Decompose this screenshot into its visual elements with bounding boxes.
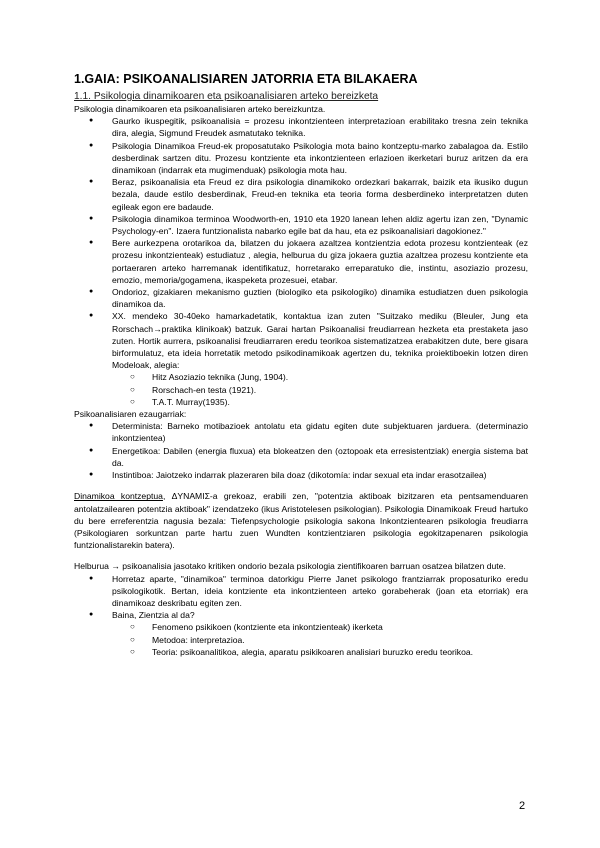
features-heading: Psikoanalisiaren ezaugarriak: [74, 409, 187, 420]
sublist-item: ○ Teoria: psikoanalitikoa, alegia, aparatu psikikoaren analisiari buruzko eredu teorikoa. [112, 646, 528, 658]
science-sublist [112, 621, 528, 658]
section-subtitle: 1.1. Psikologia dinamikoaren eta psikoanalisiaren arteko bereizketa [74, 91, 379, 102]
list-item: ● Ondorioz, gizakiaren mekanismo guztien (biologiko eta psikologiko) dinamika estudiatzen duen psikologia dinamikoa da. [74, 286, 528, 310]
list-item: ● Bere aurkezpena orotarikoa da, bilatzen du jokaera azaltzea kontzientzia edota prozesu kontzienteak (ez prozesu inkontzienteak) estudiatuz , alegia, helburua du giza jokaera guztia azaltzea prozesu kontziente eta portaeraren arteko harremanak identifikatuz, horretarako erreparatuko die, instintu, asoziazio prozesu, emozio, memoria/gogamena, ikaspeketa prozesuei, etabar. [74, 237, 528, 286]
sublist-item: ○ Hitz Asoziazio teknika (Jung, 1904). [112, 371, 528, 383]
dinamikoa-term: Dinamikoa kontzeptua [74, 491, 163, 502]
dinamikoa-text: , ΔYNAMIΣ-a grekoaz, erabili zen, "potentzia aktiboak bizitzaren eta pentsamenduaren antolatzailearen potentzia aktiboak" izendatzeko (ikus Aristotelesen psikologian). Psikologia Dinamikoak Freud hartuko du bere erreferentzia nagusia bezala: Tiefenpsychologie psikologia sakona Inkontzientearen psikologia freudiarra (Psikologiaren sorkuntzan parte hartu zuen Wundten kontzientziaren psikologia egokitzapenaren psikologia funtzionalistarekin batera). [74, 491, 528, 551]
list-item-text: Baina, Zientzia al da? [112, 610, 195, 621]
list-item-text: XX. mendeko 30-40eko hamarkadetatik, kontaktua izan zuten "Suitzako mediku (Bleuler, Jung eta Rorschach→praktika klinikoak) batzuk. Garai hartan Psikoanalisi freudiarrean hezketa eta prestaketa jaso zuten. Hortik aurrera, psikoanalisi freudiarraren eredu teorikoa sistematizatzea erabakitzen dute, bere gisara birformulatuz, eta ideia horretatik metodo psikodinamikoak agertzen du, teknika proiektiboekin lotzen diren Modeloak, alegia: [112, 311, 528, 371]
list-item: ● Energetikoa: Dabilen (energia fluxua) eta blokeatzen den (oztopoak eta erresistentziak) energia sistema bat da. [74, 445, 528, 469]
list-item [74, 310, 528, 408]
intro-paragraph: Psikologia dinamikoaren eta psikoanalisiaren arteko bereizkuntza. [74, 104, 326, 114]
bullet-list-secondary [74, 573, 528, 658]
list-item: ● Beraz, psikoanalisia eta Freud ez dira psikologia dinamikoko ordezkari bakarrak, baizik eta ikusiko dugun bezala, daude estilo desberdinak, Freud-en teknika eta teoria forma desberdineko interpretatzen duten egileak egon ere badaude. [74, 176, 528, 213]
list-item [74, 609, 528, 658]
list-item: ● Gaurko ikuspegitik, psikoanalisia = prozesu inkontzienteen interpretazioan erabilitako tresna zein teknika dira, alegia, Sigmund Freudek asmatutako teknika. [74, 115, 528, 139]
bullet-list-main [74, 115, 528, 408]
page-number: 2 [519, 800, 526, 812]
list-item: ● Determinista: Barneko motibazioek antolatu eta gidatu egiten dute subjektuaren jarduera. (determinazio inkontzientea) [74, 420, 528, 444]
document-title: 1.GAIA: PSIKOANALISIAREN JATORRIA ETA BILAKAERA [74, 72, 418, 86]
helburua-paragraph: Helburua → psikoanalisia jasotako kritiken ondorio bezala psikologia zientifikoaren barruan osatzea bilatzen dute. [74, 561, 506, 572]
list-item: ● Instintiboa: Jaiotzeko indarrak plazeraren bila doaz (dikotomía: indar sexual eta indar erasotzailea) [74, 469, 528, 481]
sublist-item: ○ Metodoa: interpretazioa. [112, 634, 528, 646]
list-item: ● Psikologia dinamikoa terminoa Woodworth-en, 1910 eta 1920 lanean lehen aldiz agertu izan zen, "Dynamic Psychology-en". Izaera funtzionalista nabarko egile bat da hau, eta ez psikoanalisiari dagokionez." [74, 213, 528, 237]
sublist-item: ○ T.A.T. Murray(1935). [112, 396, 528, 408]
dinamikoa-paragraph [74, 490, 528, 551]
list-item: ● Horretaz aparte, "dinamikoa" terminoa datorkigu Pierre Janet psikologo frantziarrak proposaturiko eredu psikologikotik. Bertan, ideia kontziente eta inkontzienteen arteko gorabeherak (joan eta etorriak) era dinamikoaz deskribatu egiten zen. [74, 573, 528, 610]
list-item: ● Psikologia Dinamikoa Freud-ek proposatutako Psikologia mota baino kontzeptu-marko zabalagoa da. Estilo desberdinak sartzen ditu. Prozesu kontziente eta inkontzienteen erlazioen ikerketari buruz aritzen da era dinamikoan (indarrak eta mugimenduak) psikologia mota hau. [74, 140, 528, 177]
sublist-item: ○ Fenomeno psikikoen (kontziente eta inkontzienteak) ikerketa [112, 621, 528, 633]
technique-sublist [112, 371, 528, 408]
document-page [74, 72, 528, 658]
sublist-item: ○ Rorschach-en testa (1921). [112, 384, 528, 396]
features-list [74, 420, 528, 481]
